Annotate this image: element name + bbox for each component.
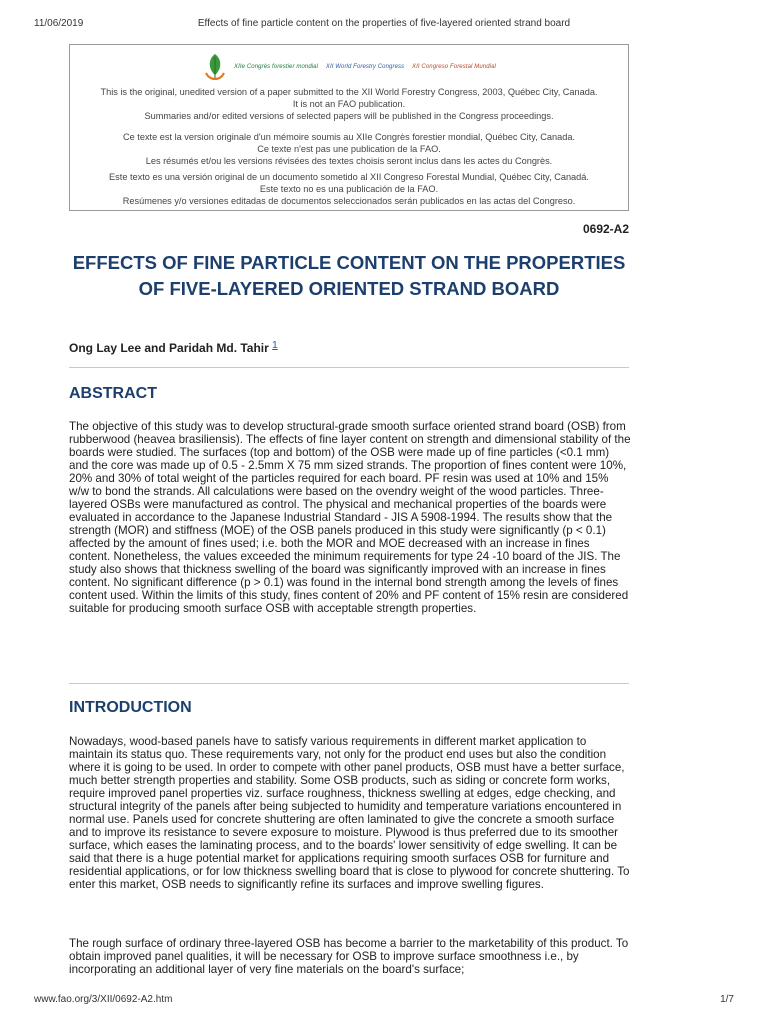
page-number: 1/7 (720, 994, 734, 1005)
introduction-paragraph: The rough surface of ordinary three-layered OSB has become a barrier to the marketability of this product. To obtain improved panel qualities, it will be necessary for OSB to improve surface smoothness i.e., by incorporating an additional layer of very fine materials on the board's surface; (69, 937, 629, 976)
footnote-link[interactable]: 1 (272, 340, 278, 351)
notice-line: Ce texte n'est pas une publication de la FAO. (257, 143, 441, 154)
notice-spanish (74, 172, 624, 207)
introduction-paragraph: Nowadays, wood-based panels have to satisfy various requirements in different market application to maintain its status quo. These requirements vary, not only for the product end uses but also the condition where it is going to be used. In order to compete with other panel products, OSB must have a better surface, much better strength properties and stability. Some OSB products, such as siding or concrete form works, require improved panel properties viz. surface roughness, thickness swelling at edges, edge checking, and structural integrity of the panels after being subjected to humidity and temperature variations encountered in normal use. Panels used for concrete shuttering are often laminated to give the concrete a smooth surface and to improve its resistance to severe exposure to moisture. Plywood is thus preferred due to its smoother surface, which eases the laminating process, and to the boards' lower sensitivity of edge swelling. It can be said that there is a huge potential market for applications requiring smooth surfaces OSB for furniture and residential applications, or for low thickness swelling board that is close to plywood for concrete shuttering. To enter this market, OSB needs to significantly refine its surfaces and improve swelling figures. (69, 735, 630, 891)
authors (69, 340, 278, 355)
divider (69, 683, 629, 684)
paper-title: EFFECTS OF FINE PARTICLE CONTENT ON THE PROPERTIES OF FIVE-LAYERED ORIENTED STRAND BOARD (72, 252, 626, 299)
notice-line: Este texto no es una publicación de la FAO. (259, 183, 439, 194)
notice-line: It is not an FAO publication. (292, 98, 406, 109)
congress-notice-box (69, 44, 629, 211)
notice-line: Resúmenes y/o versiones editadas de documentos seleccionados serán publicados en las actas del Congreso. (122, 195, 576, 206)
notice-line: Ce texte est la version originale d'un mémoire soumis au XIIe Congrès forestier mondial, Québec City, Canada. (123, 132, 575, 142)
leaf-logo-icon (202, 51, 228, 85)
print-date: 11/06/2019 (34, 18, 84, 29)
introduction-heading: INTRODUCTION (69, 699, 192, 716)
print-header (34, 18, 734, 32)
abstract-heading: ABSTRACT (69, 385, 157, 402)
notice-line: Este texto es una versión original de un documento sometido al XII Congreso Forestal Mundial, Québec City, Canadá. (109, 172, 589, 182)
notice-french (74, 132, 624, 167)
abstract-text: The objective of this study was to develop structural-grade smooth surface oriented strand board (OSB) from rubberwood (heavea brasiliensis). The effects of fine layer content on strength and dimensional stability of the boards were studied. The surfaces (top and bottom) of the OSB were made up of fine particles (<0.1 mm) and the core was made up of 0.5 - 2.5mm X 75 mm sized strands. The proportion of fines content were 10%, 20% and 30% of total weight of the particles required for each board. PF resin was used at 10% and 15% w/w to bond the strands. All calculations were based on the ovendry weight of the wood particles. Three-layered OSBs were manufactured as control. The physical and mechanical properties of the boards were evaluated in accordance to the Japanese Industrial Standard - JIS A 5908-1994. The results show that the strength (MOR) and stiffness (MOE) of the OSB panels produced in this study were significantly (p < 0.1) affected by the amount of fines used; i.e. both the MOR and MOE decreased with an increase in fines content. Nonetheless, the values exceeded the minimum requirements for type 24 -10 board of the JIS. The study also shows that thickness swelling of the board was significantly improved with an increase in fines content. No significant difference (p > 0.1) was found in the internal bond strength among the levels of fines content used. Within the limits of this study, fines content of 20% and PF content of 15% resin are considered suitable for producing smooth surface OSB with acceptable strength properties. (69, 420, 631, 615)
notice-english (74, 87, 624, 122)
notice-line: This is the original, unedited version of a paper submitted to the XII World Forestry Congress, 2003, Québec City, Canada. (100, 87, 598, 97)
divider (69, 367, 629, 368)
logo-text-fr: XIIe Congrès forestier mondial (234, 64, 319, 71)
author-names: Ong Lay Lee and Paridah Md. Tahir (69, 341, 269, 355)
congress-logo-text (234, 62, 496, 74)
paper-code: 0692-A2 (582, 222, 629, 236)
congress-logo (70, 51, 628, 85)
logo-text-es: XII Congreso Forestal Mundial (412, 64, 496, 71)
print-footer (34, 994, 734, 1008)
print-doc-title: Effects of fine particle content on the properties of five-layered oriented strand board (197, 18, 571, 29)
logo-text-en: XII World Forestry Congress (325, 64, 405, 71)
notice-line: Les résumés et/ou les versions révisées des textes choisis seront inclus dans les actes du Congrès. (145, 155, 553, 166)
notice-line: Summaries and/or edited versions of selected papers will be published in the Congress proceedings. (144, 110, 554, 121)
print-url: www.fao.org/3/XII/0692-A2.htm (34, 994, 173, 1005)
